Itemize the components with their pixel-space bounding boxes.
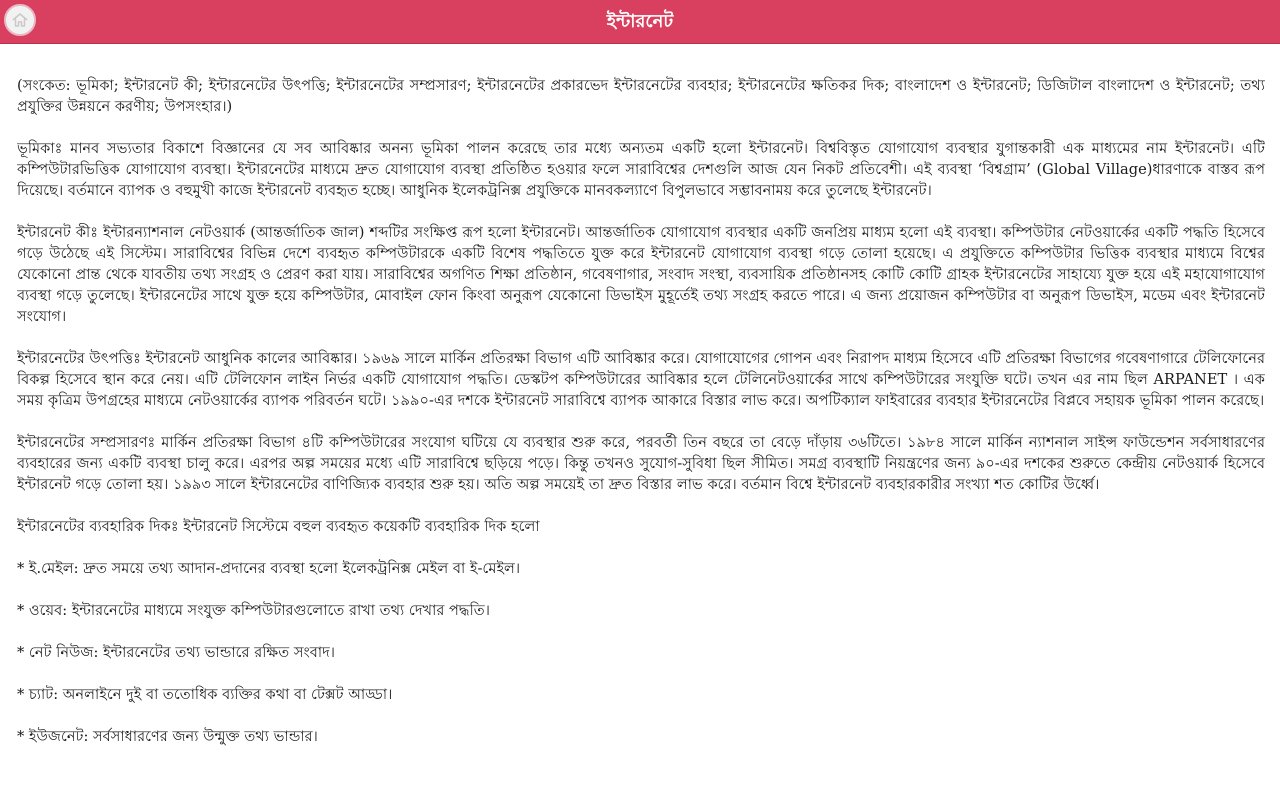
list-item: * ইউজনেট: সর্বসাধারণের জন্য উন্মুক্ত তথ্য ভান্ডার। bbox=[17, 728, 318, 745]
what-is-internet-paragraph: ইন্টারনেট কীঃ ইন্টারন্যাশনাল নেটওয়ার্ক (আন্তর্জাতিক জাল) শব্দটির সংক্ষিপ্ত রূপ হলো ইন্টারনেট। আন্তর্জাতিক যোগাযোগ ব্যবস্থার একটি জনপ্রিয় মাধ্যম হলো এই ব্যবস্থা। কম্পিউটার নেটওয়ার্কের একটি পদ্ধতি হিসেবে গড়ে উঠেছে এই সিস্টেম। সারাবিশ্বের বিভিন্ন দেশে ব্যবহৃত কম্পিউটারকে একটি বিশেষ পদ্ধতিতে যুক্ত করে ইন্টারনেট যোগাযোগ ব্যবস্থা গড়ে তোলা হয়েছে। এ প্রযুক্তিতে কম্পিউটার ভিত্তিক ব্যবস্থার মাধ্যমে বিশ্বের যেকোনো প্রান্ত থেকে যাবতীয় তথ্য সংগ্রহ ও প্রেরণ করা যায়। সারাবিশ্বের অগণিত শিক্ষা প্রতিষ্ঠান, গবেষণাগার, সংবাদ সংস্থা, ব্যবসায়িক প্রতিষ্ঠানসহ কোটি কোটি গ্রাহক ইন্টারনেটের সাহায্যে যুক্ত হয়ে এই মহাযোগাযোগ ব্যবস্থা গড়ে তুলেছে। ইন্টারনেটের সাথে যুক্ত হয়ে কম্পিউটার, মোবাইল ফোন কিংবা অনুরূপ যেকোনো ডিভাইস মুহূর্তেই তথ্য সংগ্রহ করতে পারে। এ জন্য প্রয়োজন কম্পিউটার বা অনুরূপ ডিভাইস, মডেম এবং ইন্টারনেট সংযোগ। bbox=[17, 224, 1265, 325]
article-body[interactable] bbox=[17, 75, 1265, 800]
list-item: * চ্যাট: অনলাইনে দুই বা ততোধিক ব্যক্তির কথা বা টেক্সট আড্ডা। bbox=[17, 686, 393, 703]
list-item: * নেট নিউজ: ইন্টারনেটের তথ্য ভান্ডারে রক্ষিত সংবাদ। bbox=[17, 644, 335, 661]
outline-paragraph: (সংকেত: ভূমিকা; ইন্টারনেট কী; ইন্টারনেটের উৎপত্তি; ইন্টারনেটের সম্প্রসারণ; ইন্টারনেটের প্রকারভেদ ইন্টারনেটের ব্যবহার; ইন্টারনেটের ক্ষতিকর দিক; বাংলাদেশ ও ইন্টারনেট; ডিজিটাল বাংলাদেশ ও ইন্টারনেট; তথ্য প্রযুক্তির উন্নয়নে করণীয়; উপসংহার।) bbox=[17, 77, 1265, 115]
origin-paragraph: ইন্টারনেটের উৎপত্তিঃ ইন্টারনেট আধুনিক কালের আবিষ্কার। ১৯৬৯ সালে মার্কিন প্রতিরক্ষা বিভাগ এটি আবিষ্কার করে। যোগাযোগের গোপন এবং নিরাপদ মাধ্যম হিসেবে এটি প্রতিরক্ষা বিভাগের গবেষণাগারে টেলিফোনের বিকল্প হিসেবে স্থান করে নেয়। এটি টেলিফোন লাইন নির্ভর একটি যোগাযোগ পদ্ধতি। ডেস্কটপ কম্পিউটারের আবিষ্কার হলে টেলিনেটওয়ার্কের সাথে কম্পিউটারের সংযুক্তি ঘটে। তখন এর নাম ছিল ARPANET । এক সময় কৃত্রিম উপগ্রহের মাধ্যমে নেটওয়ার্কের ব্যাপক পরিবর্তন ঘটে। ১৯৯০-এর দশকে ইন্টারনেট সারাবিশ্বে ব্যাপক আকারে বিস্তার লাভ করে। অপটিক্যাল ফাইবারের ব্যবহার ইন্টারনেটের বিপ্লবে সহায়ক ভূমিকা পালন করেছে। bbox=[17, 350, 1265, 409]
title-bar bbox=[0, 0, 1280, 44]
list-item: * ই.মেইল: দ্রুত সময়ে তথ্য আদান-প্রদানের ব্যবস্থা হলো ইলেকট্রনিক্স মেইল বা ই-মেইল। bbox=[17, 560, 521, 577]
expansion-paragraph: ইন্টারনেটের সম্প্রসারণঃ মার্কিন প্রতিরক্ষা বিভাগ ৪টি কম্পিউটারের সংযোগ ঘটিয়ে যে ব্যবস্থার শুরু করে, পরবর্তী তিন বছরে তা বেড়ে দাঁড়ায় ৩৬টিতে। ১৯৮৪ সালে মার্কিন ন্যাশনাল সাইন্স ফাউন্ডেশন সর্বসাধারণের ব্যবহারের জন্য একটি ব্যবস্থা চালু করে। এরপর অল্প সময়ের মধ্যে এটি সারাবিশ্বে ছড়িয়ে পড়ে। কিন্তু তখনও সুযোগ-সুবিধা ছিল সীমিত। সমগ্র ব্যবস্থাটি নিয়ন্ত্রণের জন্য ৯০-এর দশকের শুরুতে কেন্দ্রীয় নেটওয়ার্ক হিসেবে ইন্টারনেট গড়ে তোলা হয়। ১৯৯৩ সালে ইন্টারনেটের বাণিজ্যিক ব্যবহার শুরু হয়। অতি অল্প সময়েই তা দ্রুত বিস্তার লাভ করে। বর্তমান বিশ্বে ইন্টারনেট ব্যবহারকারীর সংখ্যা শত কোটির উর্ধ্বে। bbox=[17, 434, 1265, 493]
uses-heading-paragraph: ইন্টারনেটের ব্যবহারিক দিকঃ ইন্টারনেট সিস্টেমে বহুল ব্যবহৃত কয়েকটি ব্যবহারিক দিক হলো bbox=[17, 518, 540, 535]
intro-paragraph: ভূমিকাঃ মানব সভ্যতার বিকাশে বিজ্ঞানের যে সব আবিষ্কার অনন্য ভূমিকা পালন করেছে তার মধ্যে অন্যতম একটি হলো ইন্টারনেট। বিশ্ববিস্তৃত যোগাযোগ ব্যবস্থার যুগান্তকারী এক মাধ্যমের নাম ইন্টারনেট। এটি কম্পিউটারভিত্তিক যোগাযোগ ব্যবস্থা। ইন্টারনেটের মাধ্যমে দ্রুত যোগাযোগ ব্যবস্থা প্রতিষ্ঠিত হওয়ার ফলে সারাবিশ্বের দেশগুলি আজ যেন নিকট প্রতিবেশী। এই ব্যবস্থা ‘বিশ্বগ্রাম’ (Global Village)ধারণাকে বাস্তব রূপ দিয়েছে। বর্তমানে ব্যাপক ও বহুমুখী কাজে ইন্টারনেট ব্যবহৃত হচ্ছে। আধুনিক ইলেকট্রনিক্স প্রযুক্তিকে মানবকল্যাণে বিপুলভাবে সম্ভাবনাময় করে তুলেছে ইন্টারনেট। bbox=[17, 140, 1265, 199]
page-title: ইন্টারনেট bbox=[606, 11, 674, 32]
list-item: * ওয়েব: ইন্টারনেটের মাধ্যমে সংযুক্ত কম্পিউটারগুলোতে রাখা তথ্য দেখার পদ্ধতি। bbox=[17, 602, 490, 619]
